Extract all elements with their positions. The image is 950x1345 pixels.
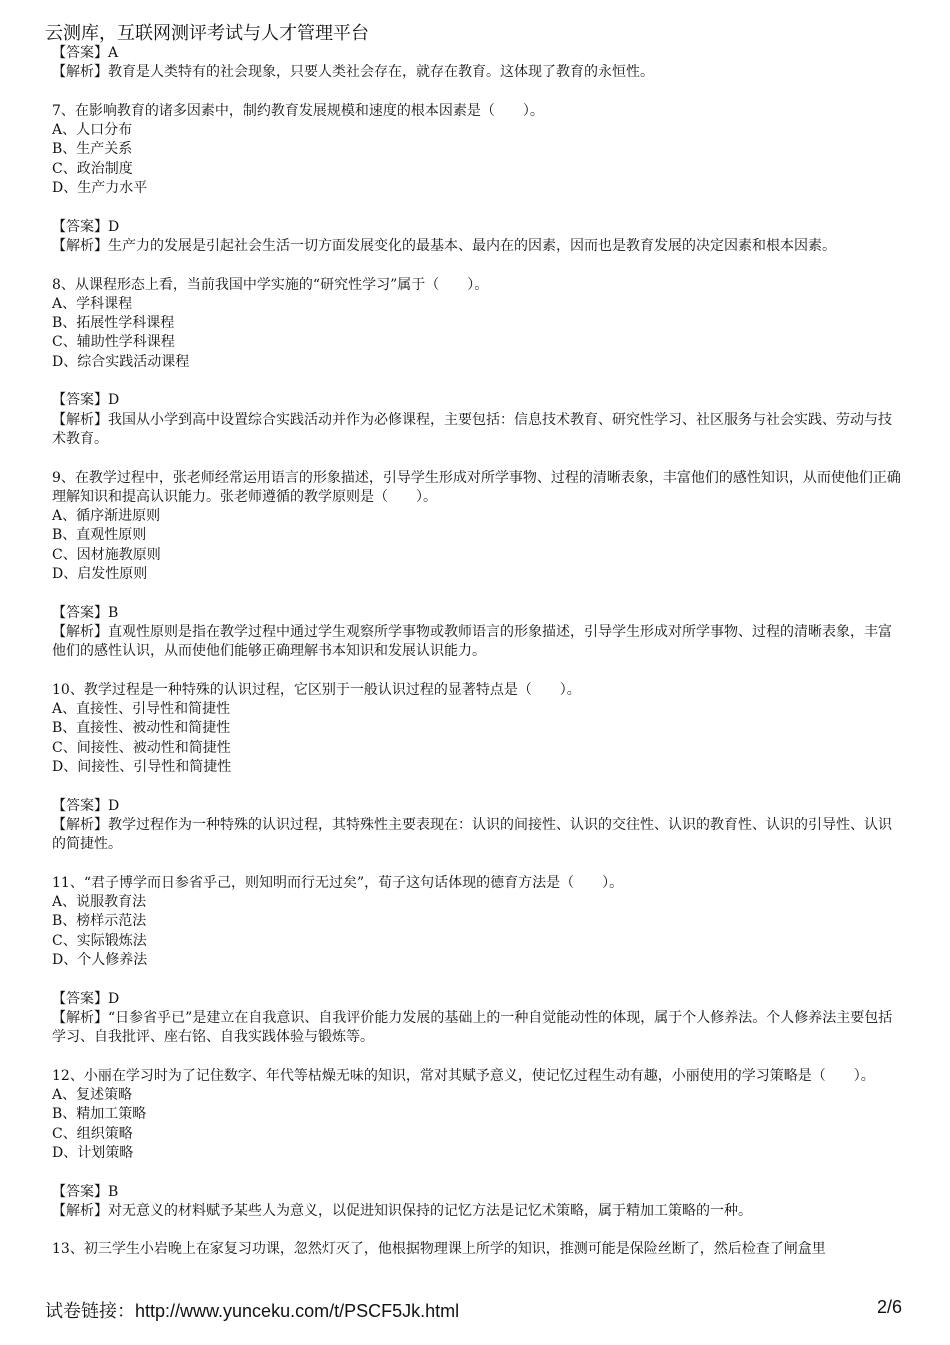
answer-line: 【答案】D [52, 392, 120, 409]
question-block [52, 102, 902, 276]
option-a: A、复述策略 [52, 1087, 133, 1104]
option-b: B、生产关系 [52, 141, 133, 158]
option-b: B、直观性原则 [52, 527, 147, 544]
option-a: A、直接性、引导性和简捷性 [52, 701, 231, 718]
question-block [52, 681, 902, 874]
question-stem: 13、初三学生小岩晚上在家复习功课，忽然灯灭了，他根据物理课上所学的知识，推测可能是保险丝断了，然后检查了闸盒里 [52, 1241, 826, 1258]
question-block [52, 874, 902, 1067]
option-c: C、政治制度 [52, 160, 133, 177]
exam-link[interactable]: 试卷链接：http://www.yunceku.com/t/PSCF5Jk.html [45, 1301, 460, 1321]
option-d: D、间接性、引导性和简捷性 [52, 758, 232, 775]
option-d: D、生产力水平 [52, 180, 148, 197]
question-stem: 11、“君子博学而日参省乎己，则知明而行无过矣”，荀子这句话体现的德育方法是（ ）。 [52, 874, 624, 891]
option-c: C、辅助性学科课程 [52, 334, 175, 351]
option-a: A、说服教育法 [52, 894, 147, 911]
question-stem: 9、在教学过程中，张老师经常运用语言的形象描述，引导学生形成对所学事物、过程的清晰表象，丰富他们的感性知识，从而使他们正确理解知识和提高认识能力。张老师遵循的教学原则是（ ）。 [52, 469, 901, 505]
question-block [52, 1067, 902, 1241]
document-body [52, 44, 902, 1260]
option-d: D、个人修养法 [52, 951, 148, 968]
option-b: B、榜样示范法 [52, 913, 147, 930]
option-a: A、人口分布 [52, 122, 133, 139]
option-a: A、循序渐进原则 [52, 508, 161, 525]
option-c: C、间接性、被动性和简捷性 [52, 739, 231, 756]
analysis-text: 【解析】生产力的发展是引起社会生活一切方面发展变化的最基本、最内在的因素，因而也是教育发展的决定因素和根本因素。 [52, 237, 836, 254]
analysis-text: 【解析】我国从小学到高中设置综合实践活动并作为必修课程，主要包括：信息技术教育、研究性学习、社区服务与社会实践、劳动与技术教育。 [52, 411, 892, 447]
analysis-text: 【解析】教学过程作为一种特殊的认识过程，其特殊性主要表现在：认识的间接性、认识的交往性、认识的教育性、认识的引导性、认识的简捷性。 [52, 816, 892, 853]
option-b: B、直接性、被动性和简捷性 [52, 720, 231, 737]
analysis-text: 【解析】“日参省乎已”是建立在自我意识、自我评价能力发展的基础上的一种自觉能动性的体现，属于个人修养法。个人修养法主要包括学习、自我批评、座右铭、自我实践体验与锻炼等。 [52, 1009, 893, 1046]
answer-line: 【答案】D [52, 797, 120, 814]
question-stem: 12、小丽在学习时为了记住数字、年代等枯燥无味的知识，常对其赋予意义，使记忆过程生动有趣，小丽使用的学习策略是（ ）。 [52, 1067, 875, 1084]
page-number: 2/6 [876, 1297, 902, 1317]
analysis-text: 【解析】教育是人类特有的社会现象，只要人类社会存在，就存在教育。这体现了教育的永恒性。 [52, 64, 654, 81]
answer-line: 【答案】B [52, 1183, 119, 1200]
page-header-title: 云测库，互联网测评考试与人才管理平台 [45, 23, 369, 44]
option-a: A、学科课程 [52, 295, 133, 312]
option-b: B、精加工策略 [52, 1106, 147, 1123]
question-stem: 10、教学过程是一种特殊的认识过程，它区别于一般认识过程的显著特点是（ ）。 [52, 681, 581, 698]
question-block [52, 276, 902, 469]
question-block [52, 469, 902, 681]
analysis-text: 【解析】直观性原则是指在教学过程中通过学生观察所学事物或教师语言的形象描述，引导学生形成对所学事物、过程的清晰表象，丰富他们的感性认识，从而使他们能够正确理解书本知识和发展认识能力。 [52, 623, 892, 660]
option-c: C、组织策略 [52, 1125, 133, 1142]
option-d: D、启发性原则 [52, 566, 148, 583]
option-b: B、拓展性学科课程 [52, 315, 175, 332]
option-c: C、实际锻炼法 [52, 932, 147, 949]
question-stem: 8、从课程形态上看，当前我国中学实施的“研究性学习”属于（ ）。 [52, 276, 489, 293]
analysis-text: 【解析】对无意义的材料赋予某些人为意义，以促进知识保持的记忆方法是记忆术策略，属于精加工策略的一种。 [52, 1202, 752, 1219]
option-c: C、因材施教原则 [52, 546, 161, 563]
question-stem: 7、在影响教育的诸多因素中，制约教育发展规模和速度的根本因素是（ ）。 [52, 102, 544, 119]
option-d: D、计划策略 [52, 1144, 134, 1161]
answer-line: 【答案】B [52, 604, 119, 621]
answer-line: 【答案】A [52, 45, 119, 61]
answer-line: 【答案】D [52, 218, 120, 235]
answer-line: 【答案】D [52, 990, 120, 1007]
option-d: D、综合实践活动课程 [52, 353, 190, 370]
